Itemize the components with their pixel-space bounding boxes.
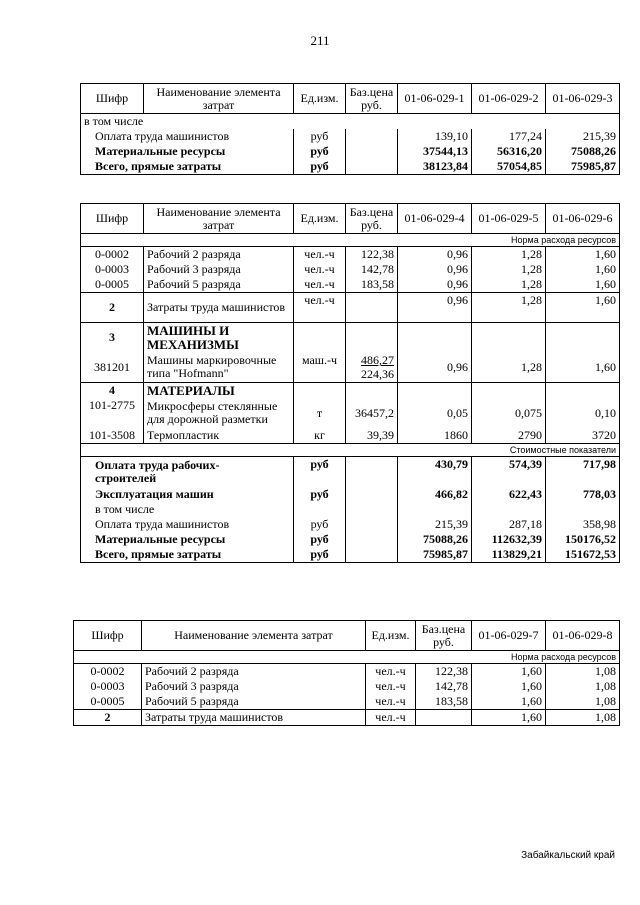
norm-label: Норма расхода ресурсов	[81, 234, 620, 247]
table-row	[81, 517, 620, 532]
table-row	[74, 664, 620, 680]
cell-value: 717,98	[546, 457, 620, 487]
header-col: 01-06-029-5	[472, 204, 546, 234]
header-code: Шифр	[81, 204, 144, 234]
row-code: 2	[74, 710, 142, 726]
cell-value: 0,96	[398, 247, 472, 263]
table-row	[74, 694, 620, 710]
cell-value: 622,43	[472, 487, 546, 502]
row-unit: руб	[294, 487, 346, 502]
cell-value: 1,28	[472, 277, 546, 293]
section-label: МАШИНЫ И МЕХАНИЗМЫ	[144, 323, 294, 353]
row-code: 0-0002	[81, 247, 144, 263]
cell-value: 215,39	[398, 517, 472, 532]
row-label: Микросферы стеклянные для дорожной разметки	[144, 398, 294, 428]
table-row	[81, 159, 620, 175]
row-code: 101-2775	[81, 398, 144, 428]
cell-value: 177,24	[472, 129, 546, 144]
cell-value: 75088,26	[398, 532, 472, 547]
cell-value: 0,05	[398, 398, 472, 428]
row-price: 142,78	[346, 262, 398, 277]
table-header-row	[81, 84, 620, 114]
row-price-secondary: 224,36	[361, 367, 394, 382]
row-price: 36457,2	[346, 398, 398, 428]
row-unit: руб	[294, 129, 346, 144]
cell-value: 1,60	[472, 679, 546, 694]
cell-value: 0,96	[398, 262, 472, 277]
cell-value: 358,98	[546, 517, 620, 532]
table-row	[81, 487, 620, 502]
row-label: Затраты труда машинистов	[144, 293, 294, 323]
row-label: Затраты труда машинистов	[142, 710, 366, 726]
row-price: 142,78	[416, 679, 472, 694]
cell-value: 1,60	[472, 710, 546, 726]
cell-value: 0,075	[472, 398, 546, 428]
row-label: в том числе	[81, 502, 294, 517]
section-row	[74, 651, 620, 664]
row-code: 101-3508	[81, 428, 144, 444]
table-row	[81, 262, 620, 277]
row-label: Эксплуатация машин	[81, 487, 294, 502]
row-label: Материальные ресурсы	[81, 532, 294, 547]
header-col: 01-06-029-6	[546, 204, 620, 234]
row-code: 381201	[81, 353, 144, 383]
cell-value: 0,10	[546, 398, 620, 428]
row-unit: руб	[294, 159, 346, 175]
cell-value: 150176,52	[546, 532, 620, 547]
row-price: 39,39	[346, 428, 398, 444]
cell-value: 1,08	[546, 694, 620, 710]
cell-value: 75088,26	[546, 144, 620, 159]
page-number: 211	[310, 33, 330, 48]
section-row	[81, 444, 620, 457]
cell-value: 1,60	[546, 293, 620, 323]
section-row	[81, 383, 620, 399]
row-label: Материальные ресурсы	[81, 144, 294, 159]
table-row	[74, 679, 620, 694]
row-unit: чел.-ч	[366, 710, 416, 726]
row-unit: руб	[294, 457, 346, 487]
cell-value: 0,96	[398, 293, 472, 323]
cell-value: 113829,21	[472, 547, 546, 563]
section-row	[81, 323, 620, 353]
row-unit: чел.-ч	[294, 262, 346, 277]
row-label: Рабочий 2 разряда	[144, 247, 294, 263]
row-price: 122,38	[346, 247, 398, 263]
header-col: 01-06-029-1	[398, 84, 472, 114]
row-unit: кг	[294, 428, 346, 444]
table-row	[81, 247, 620, 263]
cell-value: 0,96	[398, 277, 472, 293]
row-unit: руб	[294, 517, 346, 532]
row-code: 4	[81, 383, 144, 399]
header-base-price: Баз.цена руб.	[416, 621, 472, 651]
header-base-price: Баз.цена руб.	[346, 84, 398, 114]
table-header-row	[81, 204, 620, 234]
table-row	[81, 129, 620, 144]
row-label: Рабочий 3 разряда	[142, 679, 366, 694]
row-unit: чел.-ч	[294, 293, 346, 323]
cell-value: 1,28	[472, 262, 546, 277]
cell-value: 57054,85	[472, 159, 546, 175]
header-unit: Ед.изм.	[294, 204, 346, 234]
table-row	[81, 457, 620, 487]
row-unit: т	[294, 398, 346, 428]
header-col: 01-06-029-8	[546, 621, 620, 651]
row-label: в том числе	[81, 114, 620, 130]
cell-value: 151672,53	[546, 547, 620, 563]
row-label: Оплата труда машинистов	[81, 517, 294, 532]
header-col: 01-06-029-4	[398, 204, 472, 234]
row-label: Рабочий 3 разряда	[144, 262, 294, 277]
row-code: 0-0003	[74, 679, 142, 694]
cell-value: 215,39	[546, 129, 620, 144]
table-row	[81, 532, 620, 547]
cell-value: 1,08	[546, 710, 620, 726]
row-code: 0-0005	[81, 277, 144, 293]
row-unit: чел.-ч	[294, 247, 346, 263]
row-label: Оплата труда рабочих-строителей	[81, 457, 294, 487]
cell-value: 38123,84	[398, 159, 472, 175]
cost-label: Стоимостные показатели	[81, 444, 620, 457]
norm-label: Норма расхода ресурсов	[74, 651, 620, 664]
table-row	[81, 353, 620, 383]
cell-value: 1,60	[546, 247, 620, 263]
row-code: 0-0005	[74, 694, 142, 710]
cell-value: 1,60	[546, 277, 620, 293]
row-code: 2	[81, 293, 144, 323]
row-label: Рабочий 5 разряда	[142, 694, 366, 710]
cell-value: 37544,13	[398, 144, 472, 159]
cell-value: 1,08	[546, 679, 620, 694]
estimate-table-2	[80, 203, 620, 563]
row-unit: маш.-ч	[294, 353, 346, 383]
cell-value: 430,79	[398, 457, 472, 487]
row-label: Оплата труда машинистов	[81, 129, 294, 144]
cell-value: 1860	[398, 428, 472, 444]
row-unit: чел.-ч	[366, 694, 416, 710]
estimate-table-3	[73, 620, 620, 726]
cell-value: 1,60	[546, 262, 620, 277]
row-unit: чел.-ч	[366, 664, 416, 680]
table-row	[81, 547, 620, 563]
row-label: Всего, прямые затраты	[81, 159, 294, 175]
row-unit: руб	[294, 532, 346, 547]
row-label: Машины маркировочные типа "Hofmann"	[144, 353, 294, 383]
table-row	[81, 144, 620, 159]
row-code: 3	[81, 323, 144, 353]
cell-value: 1,60	[472, 664, 546, 680]
row-unit: руб	[294, 547, 346, 563]
cell-value: 1,60	[472, 694, 546, 710]
header-name: Наименование элемента затрат	[142, 621, 366, 651]
cell-value: 466,82	[398, 487, 472, 502]
header-unit: Ед.изм.	[294, 84, 346, 114]
section-label: МАТЕРИАЛЫ	[144, 383, 294, 399]
section-row	[81, 234, 620, 247]
cell-value: 778,03	[546, 487, 620, 502]
header-code: Шифр	[81, 84, 144, 114]
header-unit: Ед.изм.	[366, 621, 416, 651]
table-row	[74, 710, 620, 726]
row-label: Всего, прямые затраты	[81, 547, 294, 563]
header-col: 01-06-029-2	[472, 84, 546, 114]
cell-value: 3720	[546, 428, 620, 444]
estimate-table-1	[80, 83, 620, 175]
table-row	[81, 502, 620, 517]
row-price: 122,38	[416, 664, 472, 680]
table-row	[81, 398, 620, 428]
cell-value: 1,28	[472, 247, 546, 263]
row-unit: чел.-ч	[294, 277, 346, 293]
table-row	[81, 428, 620, 444]
cell-value: 574,39	[472, 457, 546, 487]
cell-value: 112632,39	[472, 532, 546, 547]
row-price: 486,27	[361, 353, 394, 368]
cell-value: 1,28	[472, 293, 546, 323]
cell-value: 287,18	[472, 517, 546, 532]
cell-value: 2790	[472, 428, 546, 444]
table-row	[81, 277, 620, 293]
row-code: 0-0003	[81, 262, 144, 277]
footer-region: Забайкальский край	[521, 850, 615, 861]
row-price: 183,58	[416, 694, 472, 710]
table-row	[81, 114, 620, 130]
cell-value: 0,96	[398, 353, 472, 383]
cell-value: 1,60	[546, 353, 620, 383]
header-name: Наименование элемента затрат	[144, 204, 294, 234]
header-code: Шифр	[74, 621, 142, 651]
header-col: 01-06-029-7	[472, 621, 546, 651]
table-row	[81, 293, 620, 323]
row-label: Термопластик	[144, 428, 294, 444]
cell-value: 75985,87	[546, 159, 620, 175]
row-label: Рабочий 5 разряда	[144, 277, 294, 293]
header-name: Наименование элемента затрат	[144, 84, 294, 114]
row-unit: чел.-ч	[366, 679, 416, 694]
cell-value: 75985,87	[398, 547, 472, 563]
row-code: 0-0002	[74, 664, 142, 680]
table-header-row	[74, 621, 620, 651]
header-base-price: Баз.цена руб.	[346, 204, 398, 234]
cell-value: 1,08	[546, 664, 620, 680]
header-col: 01-06-029-3	[546, 84, 620, 114]
cell-value: 139,10	[398, 129, 472, 144]
row-price: 183,58	[346, 277, 398, 293]
row-label: Рабочий 2 разряда	[142, 664, 366, 680]
cell-value: 1,28	[472, 353, 546, 383]
cell-value: 56316,20	[472, 144, 546, 159]
row-unit: руб	[294, 144, 346, 159]
